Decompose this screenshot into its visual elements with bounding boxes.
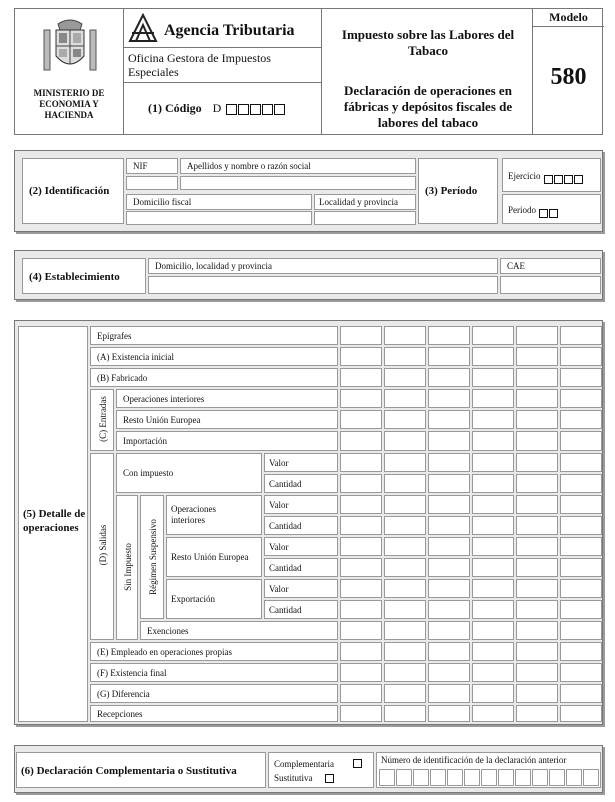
value-cell[interactable] — [428, 326, 470, 345]
num-id-digit-box[interactable] — [430, 769, 446, 786]
declaration-title: Declaración de operaciones en fábricas y depósitos fiscales de labores del tabaco — [343, 83, 513, 130]
value-cell[interactable] — [340, 642, 382, 661]
value-cell[interactable] — [472, 410, 514, 429]
office-box — [124, 48, 322, 82]
num-id-digit-box[interactable] — [532, 769, 548, 786]
value-cell[interactable] — [428, 431, 470, 451]
existencia-inicial-row: (A) Existencia inicial — [90, 347, 338, 366]
value-cell[interactable] — [428, 579, 470, 598]
num-id-digit-box[interactable] — [481, 769, 497, 786]
value-cell[interactable] — [428, 410, 470, 429]
entradas-importacion-row: Importación — [116, 431, 338, 451]
sustitutiva-label: Sustitutiva — [274, 773, 313, 783]
value-cell[interactable] — [384, 368, 426, 387]
value-cell[interactable] — [428, 684, 470, 703]
section5-title-cell — [18, 326, 88, 722]
regimen-group — [140, 495, 164, 619]
complementaria-checkbox[interactable] — [353, 759, 362, 768]
value-cell[interactable] — [472, 705, 514, 722]
ejercicio-label: Ejercicio — [508, 171, 541, 181]
value-cell[interactable] — [384, 474, 426, 493]
value-cell[interactable] — [560, 558, 602, 577]
value-cell[interactable] — [428, 558, 470, 577]
code-label: (1) Código — [148, 101, 202, 115]
value-cell[interactable] — [340, 474, 382, 493]
value-cell[interactable] — [340, 537, 382, 556]
value-cell[interactable] — [560, 684, 602, 703]
value-cell[interactable] — [516, 705, 558, 722]
value-cell[interactable] — [560, 537, 602, 556]
value-cell[interactable] — [384, 579, 426, 598]
section3-title: (3) Período — [425, 185, 478, 197]
value-cell[interactable] — [340, 368, 382, 387]
localidad-label-cell — [314, 194, 416, 210]
domicilio-input[interactable] — [126, 211, 312, 225]
value-cell[interactable] — [560, 431, 602, 451]
value-cell[interactable] — [384, 537, 426, 556]
periodo-cell — [502, 194, 601, 224]
value-cell[interactable] — [340, 410, 382, 429]
epigrafes-row: Epígrafes — [90, 326, 338, 345]
domicilio-label-cell — [126, 194, 312, 210]
complementaria-label: Complementaria — [274, 759, 334, 769]
ejercicio-boxes[interactable] — [544, 170, 584, 188]
value-cell[interactable] — [472, 326, 514, 345]
value-cell[interactable] — [340, 389, 382, 408]
agency-logo-icon — [128, 13, 158, 43]
entradas-label: (C) Entradas — [98, 396, 108, 442]
value-cell[interactable] — [340, 600, 382, 619]
name-input[interactable] — [180, 176, 416, 190]
value-cell[interactable] — [384, 705, 426, 722]
value-cell[interactable] — [428, 474, 470, 493]
value-cell[interactable] — [428, 368, 470, 387]
value-cell[interactable] — [472, 389, 514, 408]
section3-title-cell — [418, 158, 498, 224]
value-cell[interactable] — [516, 326, 558, 345]
value-cell[interactable] — [384, 642, 426, 661]
sal-op-interiores-cell: Operaciones interiores — [166, 495, 262, 535]
section4-title-cell — [22, 258, 146, 294]
value-cell[interactable] — [516, 516, 558, 535]
ministry-name: MINISTERIO DE ECONOMIA Y HACIENDA — [33, 88, 105, 120]
value-cell[interactable] — [428, 663, 470, 682]
value-cell[interactable] — [428, 347, 470, 366]
sin-impuesto-label: Sin Impuesto — [123, 543, 133, 591]
value-cell[interactable] — [560, 516, 602, 535]
value-cell[interactable] — [384, 516, 426, 535]
value-cell[interactable] — [516, 621, 558, 640]
num-id-cell — [376, 752, 601, 788]
value-cell[interactable] — [516, 368, 558, 387]
est-domicilio-input[interactable] — [148, 276, 498, 294]
section6-title-cell — [16, 752, 266, 788]
value-cell[interactable] — [516, 495, 558, 514]
num-id-digit-box[interactable] — [379, 769, 395, 786]
modelo-box — [532, 8, 603, 135]
ministry-crest-box — [14, 8, 124, 135]
value-cell[interactable] — [516, 537, 558, 556]
cae-input[interactable] — [500, 276, 601, 294]
value-cell[interactable] — [340, 621, 382, 640]
value-cell[interactable] — [428, 516, 470, 535]
value-cell[interactable] — [560, 368, 602, 387]
section2-title: (2) Identificación — [29, 185, 110, 197]
modelo-number: 580 — [550, 64, 587, 90]
value-cell[interactable] — [428, 537, 470, 556]
section6-title: (6) Declaración Complementaria o Sustitutiva — [21, 765, 237, 777]
value-cell[interactable] — [384, 495, 426, 514]
value-cell[interactable] — [428, 621, 470, 640]
value-cell[interactable] — [340, 663, 382, 682]
value-cell[interactable] — [472, 347, 514, 366]
value-cell[interactable] — [428, 495, 470, 514]
fabricado-row: (B) Fabricado — [90, 368, 338, 387]
value-cell[interactable] — [340, 453, 382, 472]
value-cell[interactable] — [560, 705, 602, 722]
est-domicilio-label-cell — [148, 258, 498, 274]
sal-op-int-cantidad: Cantidad — [264, 516, 338, 535]
value-cell[interactable] — [428, 642, 470, 661]
value-cell[interactable] — [472, 453, 514, 472]
coat-of-arms-icon — [38, 16, 102, 78]
est-domicilio-label: Domicilio, localidad y provincia — [155, 261, 272, 271]
num-id-digit-box[interactable] — [583, 769, 599, 786]
value-cell[interactable] — [340, 431, 382, 451]
value-cell[interactable] — [516, 410, 558, 429]
value-cell[interactable] — [560, 663, 602, 682]
num-id-digit-box[interactable] — [515, 769, 531, 786]
value-cell[interactable] — [560, 326, 602, 345]
value-cell[interactable] — [516, 431, 558, 451]
value-cell[interactable] — [516, 558, 558, 577]
value-cell[interactable] — [472, 495, 514, 514]
localidad-label: Localidad y provincia — [319, 197, 398, 207]
num-id-digit-box[interactable] — [464, 769, 480, 786]
value-cell[interactable] — [516, 474, 558, 493]
con-impuesto-cell: Con impuesto — [116, 453, 262, 493]
sustitutiva-checkbox[interactable] — [325, 774, 334, 783]
exenciones-row: Exenciones — [140, 621, 338, 640]
value-cell[interactable] — [384, 431, 426, 451]
value-cell[interactable] — [560, 474, 602, 493]
value-cell[interactable] — [384, 600, 426, 619]
sal-op-int-valor: Valor — [264, 495, 338, 514]
sal-resto-ue-cantidad: Cantidad — [264, 558, 338, 577]
num-id-boxes[interactable] — [379, 769, 600, 787]
value-cell[interactable] — [516, 389, 558, 408]
domicilio-label: Domicilio fiscal — [133, 197, 192, 207]
value-cell[interactable] — [384, 663, 426, 682]
nif-label: NIF — [133, 161, 148, 171]
entradas-group — [90, 389, 114, 451]
section2-title-cell — [22, 158, 124, 224]
value-cell[interactable] — [472, 558, 514, 577]
value-cell[interactable] — [428, 453, 470, 472]
cae-label: CAE — [507, 261, 525, 271]
sal-resto-ue-valor: Valor — [264, 537, 338, 556]
name-label: Apellidos y nombre o razón social — [187, 161, 311, 171]
code-digits[interactable] — [226, 101, 286, 115]
value-cell[interactable] — [472, 642, 514, 661]
value-cell[interactable] — [472, 537, 514, 556]
sin-impuesto-group — [116, 495, 138, 640]
sal-export-cantidad: Cantidad — [264, 600, 338, 619]
value-cell[interactable] — [384, 326, 426, 345]
value-cell[interactable] — [560, 621, 602, 640]
value-cell[interactable] — [560, 642, 602, 661]
value-cell[interactable] — [560, 453, 602, 472]
value-cell[interactable] — [472, 474, 514, 493]
num-id-digit-box[interactable] — [549, 769, 565, 786]
value-cell[interactable] — [560, 579, 602, 598]
name-label-cell — [180, 158, 416, 174]
num-id-digit-box[interactable] — [413, 769, 429, 786]
value-cell[interactable] — [340, 516, 382, 535]
section4-title: (4) Establecimiento — [29, 271, 120, 283]
entradas-op-interiores-row: Operaciones interiores — [116, 389, 338, 408]
value-cell[interactable] — [516, 579, 558, 598]
entradas-resto-ue-row: Resto Unión Europea — [116, 410, 338, 429]
recepciones-row: Recepciones — [90, 705, 338, 722]
value-cell[interactable] — [472, 621, 514, 640]
value-cell[interactable] — [472, 663, 514, 682]
value-cell[interactable] — [472, 600, 514, 619]
con-impuesto-cantidad: Cantidad — [264, 474, 338, 493]
value-cell[interactable] — [428, 600, 470, 619]
value-cell[interactable] — [340, 705, 382, 722]
value-cell[interactable] — [340, 495, 382, 514]
value-cell[interactable] — [472, 516, 514, 535]
tax-title: Impuesto sobre las Labores del Tabaco — [341, 27, 515, 58]
empleado-row: (E) Empleado en operaciones propias — [90, 642, 338, 661]
diferencia-row: (G) Diferencia — [90, 684, 338, 703]
value-cell[interactable] — [428, 705, 470, 722]
value-cell[interactable] — [560, 389, 602, 408]
value-cell[interactable] — [384, 558, 426, 577]
salidas-group — [90, 453, 114, 640]
value-cell[interactable] — [384, 389, 426, 408]
num-id-digit-box[interactable] — [396, 769, 412, 786]
value-cell[interactable] — [384, 684, 426, 703]
tipo-decl-cell — [268, 752, 374, 788]
value-cell[interactable] — [516, 663, 558, 682]
agency-name: Agencia Tributaria — [164, 22, 295, 39]
con-impuesto-valor: Valor — [264, 453, 338, 472]
section5-title: (5) Detalle de operaciones — [23, 508, 86, 534]
num-id-digit-box[interactable] — [566, 769, 582, 786]
value-cell[interactable] — [472, 684, 514, 703]
modelo-label: Modelo — [533, 8, 604, 27]
salidas-label: (D) Salidas — [98, 524, 108, 566]
value-cell[interactable] — [472, 368, 514, 387]
localidad-input[interactable] — [314, 211, 416, 225]
sal-export-valor: Valor — [264, 579, 338, 598]
value-cell[interactable] — [560, 410, 602, 429]
value-cell[interactable] — [516, 642, 558, 661]
value-cell[interactable] — [516, 600, 558, 619]
value-cell[interactable] — [340, 684, 382, 703]
nif-label-cell — [126, 158, 178, 174]
code-prefix: D — [212, 101, 222, 115]
ejercicio-cell — [502, 158, 601, 192]
value-cell[interactable] — [560, 600, 602, 619]
value-cell[interactable] — [384, 347, 426, 366]
periodo-boxes[interactable] — [539, 204, 559, 222]
value-cell[interactable] — [560, 347, 602, 366]
value-cell[interactable] — [340, 579, 382, 598]
num-id-label: Número de identificación de la declaración anterior — [381, 755, 567, 765]
value-cell[interactable] — [384, 410, 426, 429]
regimen-label: Régimen Suspensivo — [148, 519, 158, 595]
sal-exportacion-cell: Exportación — [166, 579, 262, 619]
value-cell[interactable] — [428, 389, 470, 408]
value-cell[interactable] — [340, 558, 382, 577]
office-name: Oficina Gestora de Impuestos Especiales — [128, 51, 271, 79]
value-cell[interactable] — [560, 495, 602, 514]
value-cell[interactable] — [384, 453, 426, 472]
num-id-digit-box[interactable] — [498, 769, 514, 786]
cae-label-cell — [500, 258, 601, 274]
num-id-digit-box[interactable] — [447, 769, 463, 786]
value-cell[interactable] — [516, 684, 558, 703]
periodo-label: Período — [508, 205, 536, 215]
value-cell[interactable] — [472, 431, 514, 451]
value-cell[interactable] — [516, 453, 558, 472]
sal-resto-ue-cell: Resto Unión Europea — [166, 537, 262, 577]
value-cell[interactable] — [340, 347, 382, 366]
code-box — [124, 82, 322, 135]
value-cell[interactable] — [384, 621, 426, 640]
nif-input[interactable] — [126, 176, 178, 190]
existencia-final-row: (F) Existencia final — [90, 663, 338, 682]
value-cell[interactable] — [340, 326, 382, 345]
value-cell[interactable] — [516, 347, 558, 366]
value-cell[interactable] — [472, 579, 514, 598]
agency-box — [124, 8, 322, 48]
